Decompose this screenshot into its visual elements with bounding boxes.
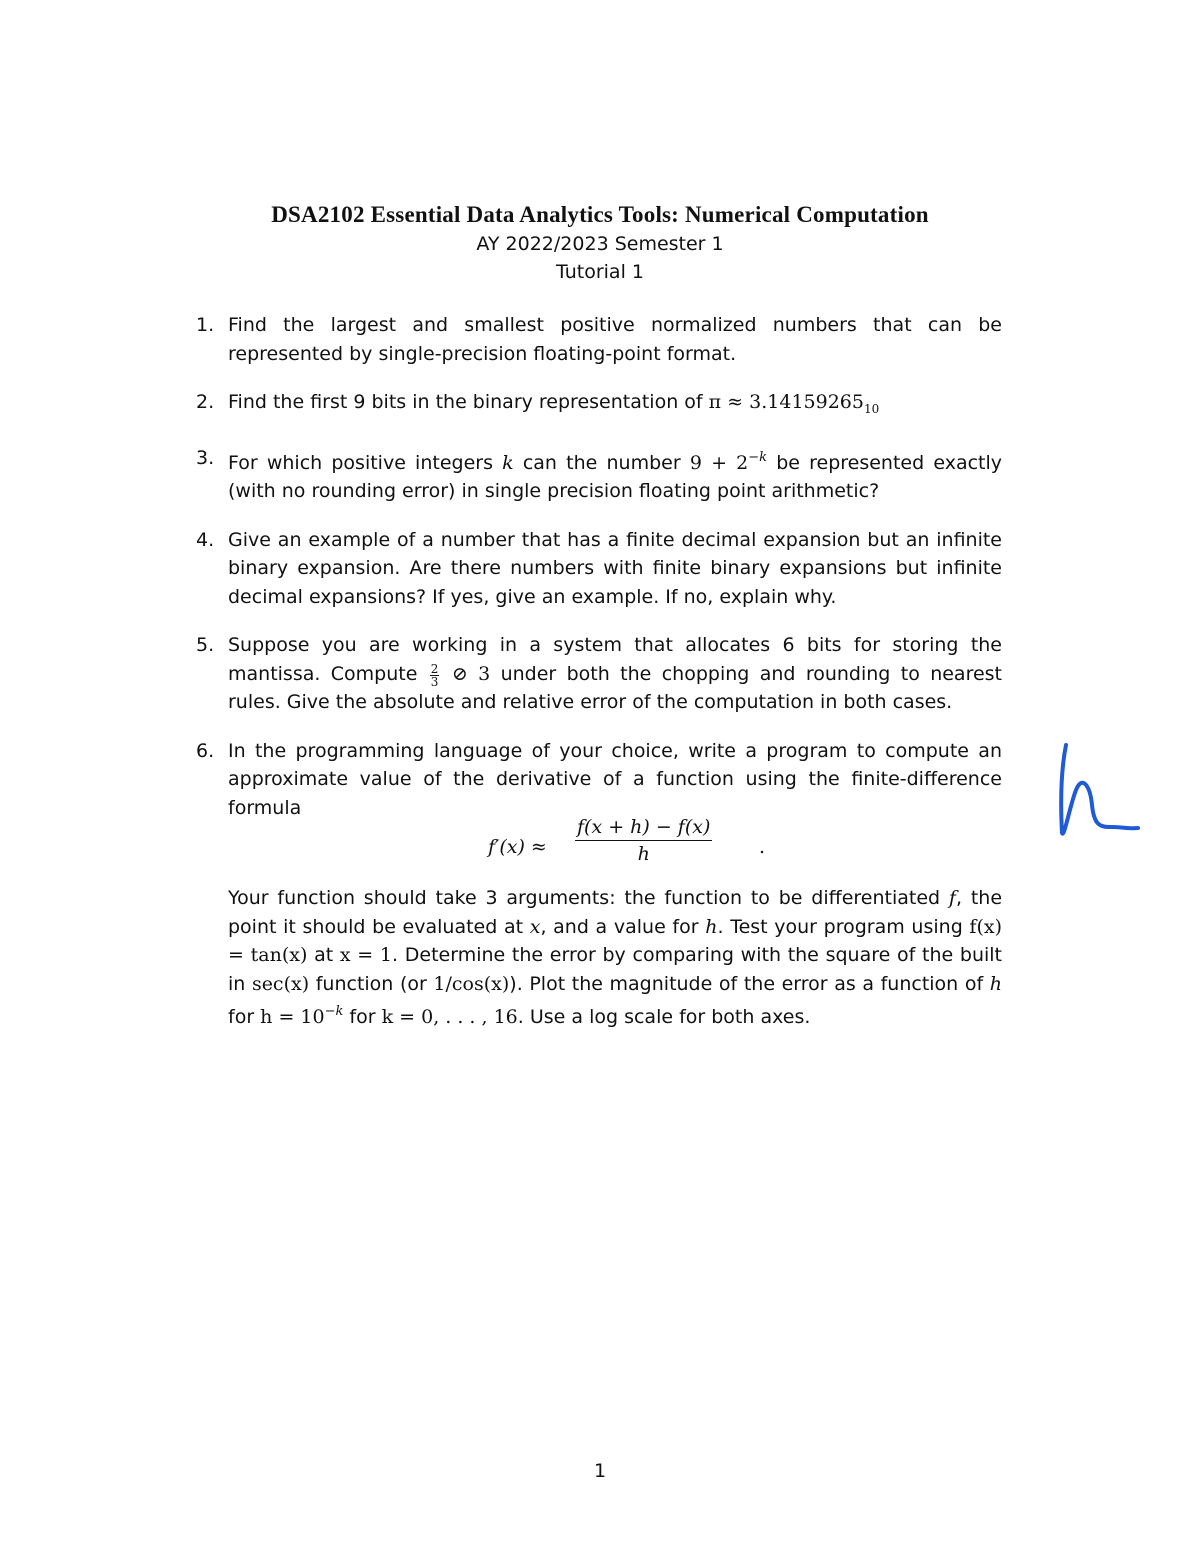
problem-text: . Use a log scale for both axes.: [517, 1006, 811, 1028]
formula-period: .: [759, 836, 766, 858]
math-cos: 1/cos(x): [433, 972, 510, 995]
semester-line: AY 2022/2023 Semester 1: [476, 233, 724, 255]
problem-number: 3.: [196, 446, 215, 469]
problem-text: For which positive integers: [228, 451, 503, 474]
math-test-function: f(x) = tan(x): [228, 915, 1002, 966]
formula-lhs: f′(x) ≈: [488, 836, 547, 858]
problem-number: 2.: [196, 391, 215, 413]
problem-text: be represented exactly (with no rounding error) in single precision floating point arithmetic?: [228, 451, 1003, 502]
math-k: k: [502, 451, 514, 474]
problem-text: Your function should take 3 arguments: the function to be differentiated: [228, 887, 949, 909]
problem-text: can the number: [513, 451, 690, 474]
problem-number: 1.: [196, 314, 215, 336]
pi-expression: π ≈ 3.14159265: [708, 391, 864, 413]
finite-difference-formula: [228, 818, 1002, 880]
problem-text: Suppose you are working in a system that allocates 6 bits for storing the mantissa. Compute: [228, 634, 1002, 685]
base-subscript: 10: [863, 402, 880, 416]
math-exponent: −k: [748, 449, 768, 465]
formula-fraction: [575, 814, 712, 867]
math-sec: sec(x): [251, 972, 310, 995]
problem-3: [196, 444, 1002, 506]
math-f: f: [948, 887, 956, 909]
math-h: h: [989, 972, 1002, 995]
handwritten-annotation: [1050, 735, 1150, 845]
math-operator: ⊘ 3: [441, 662, 491, 685]
problem-number: 6.: [196, 739, 215, 762]
problem-text: for: [228, 1006, 261, 1028]
problem-1: [196, 311, 1002, 368]
problem-text: at: [307, 944, 340, 966]
tutorial-line: Tutorial 1: [556, 261, 644, 283]
problem-5: [196, 631, 1002, 717]
problem-text: for: [343, 1006, 382, 1028]
problem-6: [196, 737, 1002, 1032]
page-number: 1: [593, 1460, 607, 1482]
problem-text: , the point it should be evaluated at: [228, 887, 1003, 938]
problem-text: function (or: [309, 972, 434, 995]
math-expression: 9 + 2: [689, 451, 749, 474]
fraction-two-thirds: [430, 663, 440, 688]
problem-text: under both the chopping and rounding to nearest rules. Give the absolute and relative error of the computation in both cases.: [228, 662, 1002, 713]
problem-text: , and a value for: [540, 915, 706, 938]
math-x: x: [529, 915, 541, 938]
fraction-denominator: 3: [430, 674, 439, 689]
math-h-power: h = 10: [260, 1006, 325, 1028]
problem-text: In the programming language of your choice, write a program to compute an approximate value of the derivative of a function using the finite-difference formula: [228, 739, 1002, 819]
math-h: h: [705, 915, 718, 938]
fraction-numerator: 2: [430, 661, 439, 676]
problem-text: . Test your program using: [717, 915, 970, 938]
problem-2: [196, 388, 1002, 424]
problem-text: Find the largest and smallest positive normalized numbers that can be represented by single-precision floating-point format.: [228, 314, 1002, 365]
math-exponent: −k: [324, 1004, 344, 1019]
document-title: DSA2102 Essential Data Analytics Tools: Numerical Computation: [271, 202, 929, 227]
problem-number: 5.: [196, 634, 215, 656]
problem-text: ). Plot the magnitude of the error as a function of: [509, 972, 990, 995]
problem-text: Give an example of a number that has a finite decimal expansion but an infinite binary expansion. Are there numbers with finite binary expansions but infinite decimal expansions? If yes, give an example. If no, explain why.: [228, 528, 1002, 608]
formula-denominator: h: [637, 843, 650, 865]
problem-list: [196, 311, 1002, 1052]
problem-number: 4.: [196, 528, 215, 551]
document-header: [0, 200, 1200, 286]
math-x-equals-1: x = 1: [339, 944, 393, 966]
math-k-range: k = 0, . . . , 16: [381, 1006, 518, 1028]
formula-numerator: f(x + h) − f(x): [575, 814, 712, 841]
problem-text: . Determine the error by comparing with the square of the built in: [228, 944, 1003, 995]
problem-6-instructions: [228, 884, 1002, 1032]
problem-text: Find the first 9 bits in the binary representation of: [228, 391, 709, 413]
problem-4: [196, 526, 1002, 612]
